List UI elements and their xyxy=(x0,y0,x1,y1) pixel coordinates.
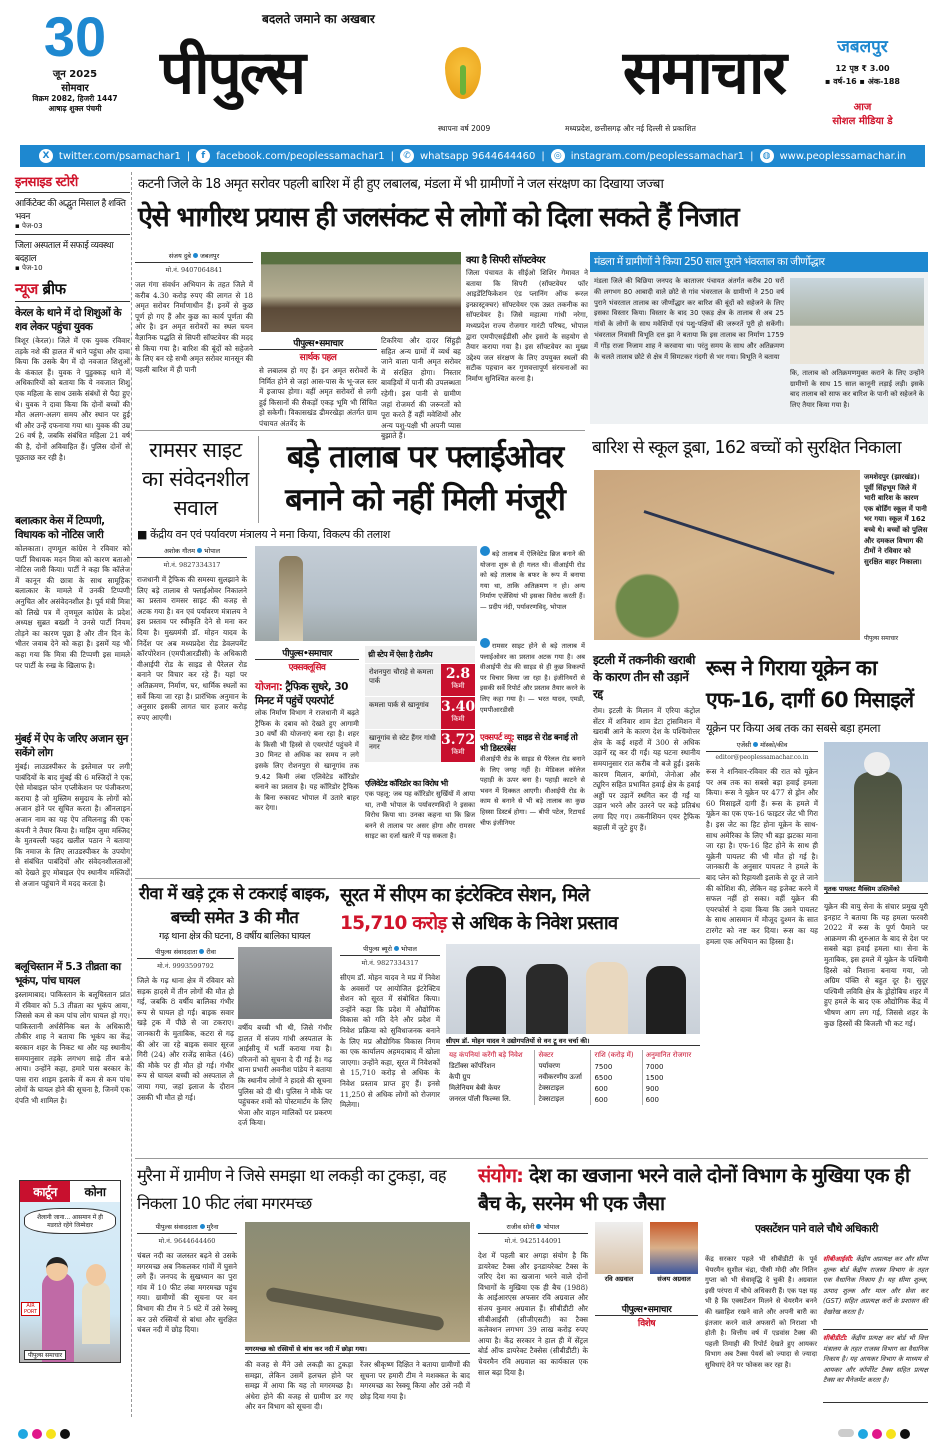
rewa-content xyxy=(137,947,332,1154)
byline-place: भोपाल xyxy=(400,945,417,953)
roadmap-unit: किमी xyxy=(451,748,465,756)
mandla-body-2: कि, तालाब को अतिक्रमणमुक्त कराने के लिए उन्होंने ग्रामीणों के साथ 15 साल कानूनी लड़ाई लड़ी। इसके बाद तालाब को साफ कर बारिश के पानी को सहेजने के लिए तैयार किया गया है। xyxy=(790,369,924,409)
lead-body-3: टिकरिया और दादर सिंहुड़ी सहित अन्य ग्रामों में व्यर्थ बह जाने वाला पानी अमृत सरोवर में संरक्षित होगा। निस्तार बावड़ियों में पानी की उपलब्धता रहेगी। इस पानी से ग्रामीण जहां रोजमर्रा की जरूरतों को पूरा करते हैं वहीं मवेशियों और अन्य पशु-पक्षी भी अपनी प्यास बुझाते हैं। xyxy=(381,336,461,441)
morena-section xyxy=(137,1162,470,1422)
tagline: बदलते जमाने का अखबार xyxy=(262,12,375,26)
table-cell: टेक्सटाइल xyxy=(535,1083,591,1094)
sanyog-body: देश में पहली बार अगड़ा संयोग है कि डायरेक्ट टैक्स और इनडायरेक्ट टैक्स के जरिए देश का खजाना भरने वाले दोनों विभागों के मुखिया एक ही बैच (1988) के आईआरएस अफसर रवि अग्रवाल और संजय कुमार अग्रवाल हैं। सीबीडीटी और सीबीआईसी (सीजीएसटी) का टैक्स कलेक्शन लगभग 39 लाख करोड़ रुपए आया है। केंद्र सरकार ने हाल ही में सेंट्रल बोर्ड ऑफ डायरेक्ट टैक्सेस (सीबीडीटी) के चेयरमैन रवि अग्रवाल का कार्यकाल एक साल बढ़ा दिया है। xyxy=(478,1251,588,1377)
facebook-icon: f xyxy=(196,149,210,163)
roadmap-step xyxy=(365,696,475,729)
school-flood-photo xyxy=(594,470,860,640)
badge-tag: एक्सक्लूसिव xyxy=(288,663,326,673)
byline-place: रीवा xyxy=(206,948,216,956)
table-cell: डिटॉक्स कॉर्पोरेशन xyxy=(446,1061,535,1072)
man-figure xyxy=(82,1282,110,1344)
roadmap-box xyxy=(365,646,475,762)
magenta-mark xyxy=(32,1429,42,1439)
byline-name: पीपुल्स संवाददाता xyxy=(155,1223,198,1231)
ramsar-label: रामसर साइट का संवेदनशील सवाल xyxy=(137,436,259,523)
byline-mobile: मो.नं. 9407064841 xyxy=(165,266,223,274)
brief-body: कोलकाता। तृणमूल कांग्रेस ने रविवार को पार्टी विधायक मदन मित्रा को कारण बताओ नोटिस जारी किया। पार्टी ने कहा कि कॉलेज में कानून की छात्रा के साथ सामूहिक बलात्कार के मामले में उनकी टिप्पणी अनुचित और असंवेदनशील है। पूर्व मंत्री मित्रा को लिखे पत्र में तृणमूल कांग्रेस के प्रदेश अध्यक्ष सुब्रत बख्शी ने उनसे पार्टी नियम तोड़ने का कारण पूछा है और तीन दिन के भीतर जवाब देने को कहा है। इसमें यह भी कहा गया कि मित्रा की टिप्पणी इस मामले पर पार्टी के रुख के खिलाफ है। xyxy=(15,544,130,670)
brief-body: मुंबई। लाउडस्पीकर के इस्तेमाल पर लगी पाबंदियों के बाद मुंबई की 6 मस्जिदों ने एक ऐसे मोबाइल फोन एप्लीकेशन पर पंजीकरण कराया है जो मुस्लिम समुदाय के लोगों को अजान होने पर सूचित करता है। ऑनलाइन अजान नाम का यह ऐप तमिलनाडु की एक कंपनी ने तैयार किया है। माहिम जुमा मस्जिद के मुतवल्ली फहद खलील पठान ने बताया कि नमाज के लिए लाउडस्पीकर के उपयोग से संबंधित पाबंदियों और संवेदनशीलताओं को देखते हुए मोबाइल ऐप स्थानीय मस्जिदों से अजान पहुंचाने में मदद करता है। xyxy=(15,762,130,888)
instagram-link[interactable]: instagram.com/peoplessamachar1 xyxy=(570,150,745,162)
morena-body-2: की वजह से मैंने उसे लकड़ी का टुकड़ा समझा, लेकिन उसमें हलचल होने पर समझ में आया कि यह तो मगरमच्छ है। अंधेरा होने की वजह से ग्रामीण डर गए और वन विभाग को सूचना दी। xyxy=(245,1360,353,1412)
raja-bhoj-statue-photo xyxy=(255,546,477,641)
black-mark xyxy=(60,1429,70,1439)
table-cell: जनरल पॉली फिल्म्स लि. xyxy=(446,1094,535,1105)
date-month-year: जून 2025 xyxy=(52,69,98,80)
expert-heading: साइड से रोड बनाई तो भी डिस्टरबेंस xyxy=(480,733,578,754)
roadmap-route: कमला पार्क से खानूगांव xyxy=(365,697,441,729)
morena-caption: मगरमच्छ को रस्सियों से बांध कर नदी में छोड़ा गया। xyxy=(245,1344,470,1354)
ramsar-section xyxy=(137,436,585,872)
cbic-body: केंद्रीय अप्रत्यक्ष कर और सीमा शुल्क बोर्ड केंद्रीय राजस्व विभाग के तहत एक वैधानिक निकाय है। यह सीमा शुल्क, उत्पाद शुल्क और माल और सेवा कर (GST) सहित अप्रत्यक्ष करों के प्रशासन की देखरेख करता है। xyxy=(823,1255,928,1316)
rewa-subhead: गढ़ थाना क्षेत्र की घटना, 8 वर्षीय बालिका घायल xyxy=(159,931,310,942)
crocodile-rescue-photo xyxy=(245,1222,470,1342)
table-cell: 6500 xyxy=(591,1072,642,1083)
edition-block xyxy=(800,34,925,127)
ramsar-byline xyxy=(137,546,247,835)
left-sidebar xyxy=(15,172,130,1440)
person-sanjay-agrawal xyxy=(650,1222,698,1283)
russia-body: रूस ने शनिवार-रविवार की रात को यूक्रेन पर अब तक का सबसे बड़ा हवाई हमला किया। रूस ने यूक्रेन पर 477 से ड्रोन और 60 मिसाइलें दागी हैं। रूस के हमले में यूक्रेन का एक एफ-16 फाइटर जेट भी गिरा है। इस जेट का हिट होना यूक्रेन के साथ-साथ अमेरिका के लिए भी बड़ा झटका माना जा रहा है। एफ-16 हिट होने के साथ ही यूक्रेनी पायलट की भी मौत हो गई है। जानकारी के अनुसार पायलट ने हमले के बाद प्लेन को रिहायशी इलाके से दूर ले जाने की कोशिश की, लेकिन वह इजेक्ट करने में सफल नहीं हो सका। वहीं यूक्रेन की एयरफोर्स ने दावा किया कि उसने पायलट के साथ आसमान में मौजूद दुश्मन के सात टारगेट को नष्ट कर दिया। रूस का यह हमला एक अभियान का हिस्सा है। xyxy=(706,767,818,946)
table-cell: नवीकरणीय ऊर्जा xyxy=(535,1072,591,1083)
brief-item xyxy=(15,960,130,1170)
sipri-sidebar xyxy=(466,252,588,426)
date-calendar: विक्रम 2082, हिजरी 1447 xyxy=(32,94,118,103)
surat-headline-line1: सूरत में सीएम का इंटरेक्टिव सेशन, मिले xyxy=(340,885,590,906)
morena-headline: मुरैना में ग्रामीण ने जिसे समझा था लकड़ी का टुकड़ा, वह निकला 10 फीट लंबा मगरमच्छ xyxy=(137,1166,446,1213)
expert-label: एक्सपर्ट व्यू: xyxy=(480,733,515,743)
brief-headline: केरल के थाने में दो शिशुओं के शव लेकर पहुंचा युवक xyxy=(15,307,122,333)
whatsapp-link[interactable]: whatsapp 9644644460 xyxy=(419,150,536,162)
table-row xyxy=(446,1061,700,1072)
quote-icon xyxy=(480,638,490,648)
lead-headline: ऐसे भागीरथ प्रयास ही जलसंकट से लोगों को दिला सकते हैं निजात xyxy=(138,202,739,233)
cartoon-illustration xyxy=(20,1202,120,1362)
morena-byline xyxy=(137,1222,237,1401)
table-row xyxy=(446,1072,700,1083)
brief-item xyxy=(15,514,130,724)
yellow-mark xyxy=(46,1429,56,1439)
badge-logo-a: पीपुल्स xyxy=(282,649,303,659)
rewa-body-2: वर्षीय बच्ची भी थी, जिसे गंभीर हालत में संजय गांधी अस्पताल के आईसीयू में भर्ती कराया गया है। परिजनों को सूचना दे दी गई है। गढ़ थाना प्रभारी अवनीश पांडेय ने बताया कि स्थानीय लोगों ने हादसे की सूचना पुलिस को दी थी। पुलिस ने मौके पर पहुंचकर शवों को पोस्टमार्टम के लिए भेजा और वाहन मालिकों पर प्रकरण दर्ज किया। xyxy=(238,1023,332,1128)
surat-section xyxy=(340,882,700,1154)
cbdt-label: सीबीडीटी: xyxy=(823,1334,848,1342)
byline-mobile: मो.नं. 9827334317 xyxy=(163,561,221,569)
pen-nib-icon xyxy=(445,47,481,99)
brief-body: त्रिशूर (केरल)। जिले में एक युवक रविवार तड़के नशे की हालत में थाने पहुंचा और दावा किया कि उसके बैग में दो नवजात शिशुओं के कंकाल हैं। युवक ने पुडुक्कड़ थाने में अधिकारियों को बताया कि ये नवजात शिशु एक महिला के साथ उसके संबंधों से पैदा हुए थे। युवक ने दावा किया कि दोनों बच्चों की मौत अलग-अलग समय और स्थान पर हुई थी और उन्हें दफनाया गया था। युवक की उम्र 26 वर्ष है, जबकि संबंधित महिला 21 वर्ष की है, दोनों अविवाहित हैं। पुलिस दोनों से पूछताछ कर रही है। xyxy=(15,336,130,462)
date-block xyxy=(20,5,130,114)
quote-icon xyxy=(480,546,490,556)
yojana-block xyxy=(255,680,359,848)
russia-subhead: यूक्रेन पर किया अब तक का सबसे बड़ा हमला xyxy=(706,721,880,735)
byline-name: पीपुल्स संवाददाता xyxy=(155,948,198,956)
person-photo xyxy=(595,1222,643,1274)
brief-body: इस्लामाबाद। पाकिस्तान के बलूचिस्तान प्रांत में रविवार को 5.3 तीव्रता का भूकंप आया, जिससे कम से कम पांच लोग घायल हो गए। पाकिस्तानी अर्धसैनिक बल के अधिकारी तौकीर शाह ने बताया कि भूकंप का केंद्र बरकान शहर के निकट था और यह स्थानीय समयानुसार तड़के लगभग साढ़े तीन बजे आया। उन्होंने कहा, हमारे पास बरकार के पास रारा शाइम इलाके में कम से कम पांच लोगों के घायल होने की सूचना है, जिनमें एक दंपति भी शामिल है। xyxy=(15,990,130,1105)
byline-place: मॉस्को/कीव xyxy=(760,741,788,749)
lead-kicker: कटनी जिले के 18 अमृत सरोवर पहली बारिश में ही हुए लबालब, मंडला में भी ग्रामीणों ने जल संरक्षण का दिखाया जज्बा xyxy=(138,177,664,192)
inside-item-title: जिला अस्पताल में सफाई व्यवस्था बदहाल xyxy=(15,241,114,264)
byline-name: पीपुल्स ब्यूरो xyxy=(363,945,392,953)
yojana-body: लोक निर्माण विभाग ने राजधानी में बढ़ते ट्रैफिक के दबाव को देखते हुए आगामी 30 वर्षों की योजनाएं बना रहा है। शहर के किसी भी हिस्से से एयरपोर्ट पहुंचने में 30 मिनट से अधिक का समय न लगे इसके लिए रोशनपुरा से खानूगांव तक 9.42 किमी लंबा एलिवेटेड कॉरिडोर बनाने का प्रस्ताव है। यह कॉरिडोर ट्रैफिक के बिना रुकावट भोपाल में उतारे बाहर कर देगा। xyxy=(255,709,359,813)
globe-icon: ◍ xyxy=(760,149,774,163)
cartoon-speech-bubble: शैलानी जाना... आसमान में ही मडराते रहेंगे जिम्मेदार xyxy=(24,1208,116,1234)
morena-body: चंबल नदी का जलस्तर बढ़ने से उसके मगरमच्छ अब निकलकर गांवों में घुसने लगे हैं। जनपद के सुखध्यान का पुरा गांव में 10 फीट लंबा मगरमच्छ पहुंच गया। ग्रामीणों की सूचना पर वन विभाग की टीम ने 5 घंटे में उसे रेस्क्यू कर उसे रस्सियों से बांधा और सुरक्षित चंबल नदी में छोड़ दिया। xyxy=(137,1251,237,1335)
badge-logo-b: समाचार xyxy=(319,339,343,349)
roadmap-km: 3.40 xyxy=(441,699,476,715)
roadmap-km: 2.8 xyxy=(445,666,471,682)
badge-initiative: सार्थक पहल xyxy=(299,353,337,363)
cbdt-note xyxy=(823,1333,928,1403)
roadmap-step xyxy=(365,729,475,762)
airport-sign: AIR PORT xyxy=(21,1302,40,1316)
mandla-body: मंडला जिले की बिछिया जनपद के काताजर पंचायत अंतर्गत करीब 20 घरों की लगभग 80 आबादी वाले छोटे से गांव भंवरताल के ग्रामीणों ने 250 वर्ष पुराने भंवरताल तालाब का जीर्णोद्धार कर बारिश की बूंदों को सहेजने के लिए इसका विस्तार किया। विस्तार के बाद 30 एकड़ क्षेत्र के तालाब से अब 25 गांवों के लोगों के साथ मवेशियों एवं पशु-पक्षियों की जरूरतें पूरी हो सकेंगी। भंवरताल निवासी विभूति दत्त झा ने बताया कि इस तालाब का निर्माण 1759 में गोंड़ राजा निजाम शाह ने करवाया था। परंतु समय के साथ और अतिक्रमण के चलते तालाब छोटे से क्षेत्र में सिमटकर गंदगी से भर गया। विभूति ने बताया xyxy=(594,277,784,361)
date-tithi: आषाढ़ शुक्ल पंचमी xyxy=(48,104,102,113)
expert-body: वीआईपी रोड के साइड से पैरेलल रोड बनाने के लिए जगह नहीं है। मेडिकल कॉलेज पहाड़ी के ऊपर बना है। पहाड़ी काटने से भवन में दिक्कत आएगी। वीआईपी रोड के काम से बनाने से भी बड़े तालाब का कुछ हिस्सा डिस्टर्ब होगा। — बीपी पटेल, रिटायर्ड चीफ इंजीनियर xyxy=(480,755,585,827)
print-color-marks xyxy=(838,1429,910,1439)
person-photo xyxy=(650,1222,698,1274)
brief-headline: बलात्कार केस में टिप्पणी, विधायक को नोटिस जारी xyxy=(15,515,105,541)
person-name: रवि अग्रवाल xyxy=(604,1275,634,1283)
yojana-label: योजना: xyxy=(255,681,283,693)
extension-heading: एक्सटेंशन पाने वाले चौथे अधिकारी xyxy=(755,1223,878,1235)
table-cell: 900 xyxy=(645,1084,660,1093)
news-brief-title xyxy=(15,279,130,302)
byline-email[interactable]: editor@peoplessamachar.co.in xyxy=(715,754,809,761)
badge-logo-a: पीपुल्स xyxy=(621,1305,643,1315)
italy-story xyxy=(593,652,700,874)
cartoon-box xyxy=(19,1180,121,1363)
cbic-cbdt-box xyxy=(823,1254,928,1403)
lead-body-2: से लबालब हो गए हैं। इन अमृत सरोवरों के निर्मित होने से जहां आस-पास के भू-जल स्तर में इजाफा होगा। वहीं अमृत सरोवरों से लगी हुई किसानों की सैकड़ों एकड़ भूमि भी सिंचित हो सकेगी। विकासखंड ढीमरखेड़ा अंतर्गत ग्राम पंचायत अंतर्वेद के xyxy=(259,366,377,428)
mandla-box xyxy=(590,252,928,424)
cartoon-label: कार्टून xyxy=(20,1181,70,1202)
byline-place: भोपाल xyxy=(204,547,221,555)
table-cell: 600 xyxy=(591,1083,642,1094)
date-day: 30 xyxy=(43,5,107,68)
person-name: संजय अग्रवाल xyxy=(657,1275,691,1283)
ramsar-content xyxy=(137,546,585,872)
brief-headline: बलूचिस्तान में 5.3 तीव्रता का भूकंप, पांच घायल xyxy=(15,961,121,987)
social-bar: X twitter.com/psamachar1 | f facebook.com/peoplessamachar1 | ✆ whatsapp 9644644460 | ◎ instagram.com/peoplessamachar1 | ◍ www.peoplessamachar.in xyxy=(20,145,925,167)
black-mark xyxy=(900,1429,910,1439)
ramsar-subhead: ■ केंद्रीय वन एवं पर्यावरण मंत्रालय ने मना किया, विकल्प की तलाश xyxy=(137,528,390,541)
sanyog-headline-text: देश का खजाना भरने वाले दोनों विभाग के मुखिया एक ही बैच के, सरनेम भी एक जैसा xyxy=(478,1164,910,1215)
surat-content xyxy=(340,944,700,1154)
inside-story-title: इनसाइड स्टोरी xyxy=(15,172,130,193)
byline-mobile: मो.नं. 9827334317 xyxy=(361,959,419,967)
quote-text: रामसर साइट होने से बड़े तालाब में फ्लाईओवर का प्रस्ताव अटक गया है। अब वीआईपी रोड की साइड से ही कुछ विकल्पों पर विचार किया जा रहा है। इंजीनियरों से इसकी सर्वे रिपोर्ट और प्रस्ताव तैयार करने के लिए कहा गया है। — भरत यादव, एमडी, एमपीआरडीसी xyxy=(480,642,585,714)
volume-issue: ▪ वर्ष-16 ▪ अंक-188 xyxy=(825,77,900,86)
badge-logo-a: पीपुल्स xyxy=(293,339,314,349)
morena-body-3: रेंजर श्रीकृष्ण दिक्षित ने बताया ग्रामीणों की सूचना पर हमारी टीम ने मशक्कत के बाद मगरमच्छ का रेस्क्यू किया और उसे नदी में छोड़ दिया गया है। xyxy=(360,1360,470,1401)
byline-name: संजय दुबे xyxy=(168,252,191,260)
investment-table xyxy=(446,1050,700,1105)
badge-logo-b: समाचार xyxy=(308,649,332,659)
sanyog-label: संयोग: xyxy=(478,1164,524,1187)
table-row xyxy=(446,1083,700,1094)
accident-bike-photo xyxy=(238,947,332,1019)
inside-item-page: ▪ पेज-10 xyxy=(15,264,43,272)
brief-item xyxy=(15,732,130,952)
pages-price: 12 पृष्ठ ₹ 3.00 xyxy=(835,64,890,73)
sanyog-byline xyxy=(478,1222,588,1401)
twitter-link[interactable]: twitter.com/psamachar1 xyxy=(58,150,181,162)
school-credit: पीपुल्स समाचार xyxy=(864,635,899,642)
brief-headline: मुंबई में ऐप के जरिए अजान सुन सकेंगे लोग xyxy=(15,733,128,759)
school-body: जमशेदपुर (झारखंड)। पूर्वी सिंहभूम जिले में भारी बारिश के कारण एक बोर्डिंग स्कूल में पानी भर गया। स्कूल में 162 बच्चे थे। बच्चों को पुलिस और दमकल विभाग की टीमों ने रविवार को सुरक्षित बाहर निकाला। xyxy=(864,473,928,566)
byline-mobile: मो.नं. 9644644460 xyxy=(158,1237,216,1245)
russia-body-2: यूक्रेन की वायु सेना के संचार प्रमुख यूरी इनहाट ने बताया कि यह हमला फरवरी 2022 में रूस के पूर्ण पैमाने पर आक्रमण की शुरुआत के बाद से देश पर सबसे बड़ा हवाई हमला था। सेना के मुताबिक, इस हमले में यूक्रेन के पश्चिमी हिस्से को निशाना बनाया गया, जो अग्रिम पंक्ति से बहुत दूर है। सुदूर पश्चिमी लविवि क्षेत्र के ड्रोहोबिच शहर में हुए हमले के बाद एक औद्योगिक केंद्र में भीषण आग लग गई, जिससे शहर के कुछ हिस्सों की बिजली भी कट गई। xyxy=(824,902,928,1028)
website-link[interactable]: www.peoplessamachar.in xyxy=(779,150,907,162)
yojana-headline: ट्रैफिक सुधरे, 30 मिनट में पहुंचें एयरपोर्ट xyxy=(255,681,348,707)
lead-photo-amrit-sarovar xyxy=(261,252,461,332)
quote-bharat-yadav xyxy=(480,638,585,728)
cartoon-label-b: कोना xyxy=(84,1185,106,1199)
edition-name: जबलपुर xyxy=(837,37,888,57)
cyan-mark xyxy=(858,1429,868,1439)
today-label: आज xyxy=(853,102,872,113)
roadmap-title: थ्री स्टेप में ऐसा है रोडमैप xyxy=(368,650,433,659)
surat-body: सीएम डॉ. मोहन यादव ने मप्र में निवेश के अवसरों पर आयोजित इंटरेक्टिव सेशन को सूरत में संबोधित किया। उन्होंने कहा कि प्रदेश में औद्योगिक विकास को गति देने और प्रदेश में निवेश प्रक्रिया को सुविधाजनक बनाने के लिए मप्र औद्योगिक विकास निगम का एक कार्यालय अहमदाबाद में खोला जाएगा। उन्होंने कहा, सूरत में निवेशकों से 15,710 करोड़ से अधिक के निवेश प्रस्ताव प्राप्त हुए हैं। इनसे 11,250 से अधिक लोगों को रोजगार मिलेगा। xyxy=(340,973,440,1110)
table-cell: 7500 xyxy=(591,1061,642,1072)
exclusive-badge: पीपुल्स•समाचार एक्सक्लूसिव xyxy=(255,646,359,673)
cbic-note xyxy=(823,1254,928,1330)
pilot-photo xyxy=(824,742,928,882)
inside-item-title: आर्किटेक्ट की अद्भुत मिसाल है शक्ति भवन xyxy=(15,199,126,222)
sipri-body: जिला पंचायत के सीईओ शिशिर गेमावत ने बताया कि सिपरी (सॉफ्टवेयर फॉर आइडेंटिफिकेशन एंड प्लानिंग ऑफ रूरल इन्फ्रास्ट्रक्चर) सॉफ्टवेयर एक उन्नत तकनीक का सॉफ्टवेयर है। जिसे महात्मा गांधी नरेगा, मध्यप्रदेश राज्य रोजगार गारंटी परिषद, भोपाल द्वारा एमपीएसईडीसी और इसरो के सहयोग से तैयार कराया गया है। इस सॉफ्टवेयर का मुख्य उद्देश्य जल संरक्षण के लिए उपयुक्त स्थलों की सटीक पहचान कर गुणवत्तापूर्ण संरचनाओं का निर्माण सुनिश्चित करना है। xyxy=(466,269,588,383)
quote-text: बड़े तालाब में ऐलिवेटेड ब्रिज बनाने की योजना शुरू से ही गलत थी। वीआईपी रोड को बड़े तालाब के बफर के रूप में बनाया गया था, ताकि अतिक्रमण न हो। अन्य निर्माण एजेंसियां भी इसका विरोध करती हैं। — प्रदीप नंदी, पर्यावरणविद्, भोपाल xyxy=(480,550,585,611)
print-color-marks-left xyxy=(18,1429,70,1439)
badge-logo-b: समाचार xyxy=(647,1305,672,1315)
cm-industrialists-photo xyxy=(446,944,700,1034)
magenta-mark xyxy=(872,1429,882,1439)
byline-mobile: मो.नं. 9425144091 xyxy=(504,1237,562,1245)
surat-headline-line2: से अधिक के निवेश प्रस्ताव xyxy=(451,913,618,934)
pilot-caption: मृतक पायलट मैक्सिम उस्तिमेंको xyxy=(824,884,928,894)
ramsar-body: राजधानी में ट्रैफिक की समस्या सुलझाने के लिए बड़े तालाब से फ्लाईओवर निकालने का प्रस्ताव रामसर साइट की वजह से अटक गया है। वन एवं पर्यावरण मंत्रालय ने इस प्रस्ताव पर स्वीकृति देने से मना कर दिया है। मुख्यमंत्री डॉ. मोहन यादव के निर्देश पर अब मध्यप्रदेश रोड डेवलपमेंट कॉरपोरेशन (एमपीआरडीसी) के अधिकारी वीआईपी रोड के साइड से पैरेलल रोड बनाने पर विचार कर रहे हैं। यहां पर अतिक्रमण, निर्माण, घर, धार्मिक स्थलों का सर्वे किया जा रहा है। प्रारंभिक अनुमान के अनुसार इसकी लागत चार हजार करोड़ रुपए आएगी। xyxy=(137,575,247,722)
russia-section xyxy=(706,652,928,1152)
table-header: अनुमानित रोजगार xyxy=(645,1051,692,1059)
person-ravi-agrawal xyxy=(595,1222,643,1283)
registration-mark xyxy=(838,1429,854,1437)
morena-content xyxy=(137,1222,470,1422)
russia-headline: रूस ने गिराया यूक्रेन का एफ-16, दागीं 60 मिसाइलें xyxy=(706,656,914,712)
mandla-photo xyxy=(790,278,924,364)
cartoon-credit: पीपुल्स समाचार xyxy=(24,1350,66,1360)
corridor-heading: एलिवेटेड कॉरिडोर का विरोध भी xyxy=(365,779,448,788)
russia-byline xyxy=(706,740,818,1152)
ramsar-headline: बड़े तालाब पर फ्लाईओवर बनाने को नहीं मिली मंजूरी xyxy=(285,439,565,518)
inside-item[interactable] xyxy=(15,196,130,231)
roadmap-unit: किमी xyxy=(451,682,465,690)
logo-right: समाचार xyxy=(622,38,785,108)
surat-headline xyxy=(340,882,700,938)
byline-place: भोपाल xyxy=(543,1223,560,1231)
byline-mobile: मो.नं. 9993599792 xyxy=(157,962,214,970)
inside-item-page: ▪ पेज-03 xyxy=(15,222,43,230)
roadmap-km: 3.72 xyxy=(441,732,476,748)
quote-pradeep-nandi xyxy=(480,546,585,632)
published-from: मध्यप्रदेश, छत्तीसगढ़ और नई दिल्ली से प्रकाशित xyxy=(565,124,696,133)
byline-name: राजीव सोनी xyxy=(506,1223,535,1231)
lead-body-1: जल गंगा संवर्धन अभियान के तहत जिले में करीब 4.30 करोड़ रुपए की लागत से 18 अमृत सरोवर निर्माणाधीन हैं। इनमें से कुछ पूर्ण हो गए हैं और कुछ का कार्य पूर्णता की ओर है। इन अमृत सरोवरों का स्थल चयन वैज्ञानिक पद्धति से सिपरी सॉफ्टवेयर की मदद से किया गया है। बारिश की बूंदों को सहेजने के लिए बन रहे सभी अमृत सरोवर मानसून की पहली बारिश में ही पानी xyxy=(135,280,253,374)
roadmap-unit: किमी xyxy=(451,715,465,723)
cbic-label: सीबीआईसी: xyxy=(823,1255,854,1263)
sanyog-section xyxy=(478,1162,928,1422)
sipri-heading: क्या है सिपरी सॉफ्टवेयर xyxy=(466,255,546,266)
x-twitter-icon: X xyxy=(39,149,53,163)
surat-byline xyxy=(340,944,440,1123)
byline-name: एजेंसी xyxy=(736,741,752,749)
sarthak-pahal-badge: पीपुल्स•समाचार सार्थक पहल xyxy=(259,336,377,363)
founded-year: स्थापना वर्ष 2009 xyxy=(438,124,491,133)
whatsapp-icon: ✆ xyxy=(400,149,414,163)
rewa-byline xyxy=(137,947,234,1146)
table-header-row xyxy=(446,1050,700,1061)
byline-name: अशोक गौतम xyxy=(163,547,196,555)
news-brief-title-a: न्यूज xyxy=(15,280,38,298)
rewa-section xyxy=(137,882,332,1154)
ramsar-quotes xyxy=(480,546,585,844)
table-cell: 1500 xyxy=(645,1073,664,1082)
today-event: सोशल मीडिया डे xyxy=(832,116,893,127)
italy-body: रोम। इटली के मिलान में एरिया कंट्रोल सेंटर में शनिवार शाम डेटा ट्रांसमिशन में खराबी आने के कारण देश के पश्चिमोत्तर क्षेत्र के कई शहरों में 300 से अधिक उड़ानें रद्द कर दी गईं। यह घटना स्थानीय समयानुसार रात करीब नौ बजे हुई। इसके कारण मिलान, बर्गामो, जेनोआ और ट्यूरिन सहित प्रभावित हवाई क्षेत्र के हवाई अड्डों पर उड़ानें स्थगित कर दी गईं या उड़ान भरने और उतरने पर कड़े प्रतिबंध लगा दिए गए। तकनीशियन एयर ट्रैफिक बहाली में जुटे हुए हैं। xyxy=(593,706,700,832)
ramsar-subhead-text: केंद्रीय वन एवं पर्यावरण मंत्रालय ने मना किया, विकल्प की तलाश xyxy=(150,528,390,541)
table-cell: टेक्सटाइल xyxy=(535,1094,591,1105)
surat-caption: सीएम डॉ. मोहन यादव ने उद्योगपतियों से वन टू वन चर्चा की। xyxy=(446,1036,700,1046)
corridor-body: एक पहलू: जब यह कॉरिडोर सुर्खियों में आया था, तभी भोपाल के पर्यावरणविदों ने इसका विरोध किया था। उनका कहना था कि ब्रिज बनने से तालाब पर असर होगा और रामसर साइट का दर्जा खतरे में पड़ सकता है। xyxy=(365,790,475,841)
byline-place: जबलपुर xyxy=(199,252,220,260)
table-header: सेक्टर xyxy=(535,1050,591,1061)
corridor-block xyxy=(365,778,475,869)
mandla-heading: मंडला में ग्रामीणों ने किया 250 साल पुराने भंवरताल का जीर्णोद्धार xyxy=(590,252,928,272)
table-cell: 7000 xyxy=(645,1062,664,1071)
table-cell: केपी ग्रुप xyxy=(446,1072,535,1083)
woman-figure xyxy=(42,1272,74,1362)
newspaper-logo xyxy=(160,38,785,108)
sanyog-content xyxy=(478,1222,928,1422)
table-header: राशि (करोड़ में) xyxy=(591,1050,642,1061)
school-headline: बारिश से स्कूल डूबा, 162 बच्चों को सुरक्षित निकाला xyxy=(592,438,901,458)
roadmap-route: रोशनपुरा चौराहे से कमला पार्क xyxy=(365,664,441,696)
badge-tag: विशेष xyxy=(637,1319,656,1329)
table-cell: 600 xyxy=(591,1094,642,1105)
roadmap-route: खानूगांव से स्टेट हैंगर गांधी नगर xyxy=(365,730,441,762)
cyan-mark xyxy=(18,1429,28,1439)
table-cell: 600 xyxy=(645,1095,660,1104)
extension-body: केंद्र सरकार पहले भी सीबीडीटी के पूर्व चेयरमैन सुशील चंद्रा, पीसी मोदी और नितिन गुप्ता को भी सेवावृद्धि दे चुकी है। अग्रवाल इसी परंपरा में चौथे अधिकारी हैं। एक पक्ष यह भी है कि एक्सटेंशन मिलने से चेयरमैन बनने की ख्वाहिश रखने वाले और अपनी बारी का इंतजार करने वाले अफसरों को निराशा भी होती है। वित्तीय वर्ष में एडवांस टैक्स की पहली तिमाही की रिपोर्ट देखते हुए आयकर विभाग अब टैक्स पेयर्स को ज्यादा से ज्यादा सुविधाएं देने पर फोकस कर रहा है। xyxy=(705,1255,817,1369)
table-header: यह कंपनियां करेंगी बड़े निवेश xyxy=(446,1050,535,1061)
inside-item[interactable] xyxy=(15,238,130,273)
brief-item xyxy=(15,306,130,506)
italy-headline: इटली में तकनीकी खराबी के कारण तीन सौ उड़ानें रद्द xyxy=(593,653,695,701)
lead-byline xyxy=(135,251,253,408)
instagram-icon: ◎ xyxy=(551,149,565,163)
news-brief-title-b: ब्रीफ xyxy=(42,280,66,298)
yellow-mark xyxy=(886,1429,896,1439)
table-cell: मिलेनियम बेबी केयर xyxy=(446,1083,535,1094)
vishesh-badge: पीपुल्स•समाचार विशेष xyxy=(595,1302,698,1329)
rewa-body: जिले के गढ़ थाना क्षेत्र में रविवार को सड़क हादसे में तीन लोगों की मौत हो गई, जबकि 8 वर्षीय बालिका गंभीर रूप से घायल हो गई। बाइक सवार खड़े ट्रक में पीछे से जा टकराए। जानकारी के मुताबिक, कटरा से गढ़ की ओर जा रहे बाइक सवार सूरज गिरी (24) और राजेंद्र साकेत (46) की मौके पर ही मौत हो गई। गंभीर रूप से घायल बच्ची को अस्पताल ले जाया गया, जहां इलाज के दौरान उसकी भी मौत हो गई। xyxy=(137,976,234,1102)
russia-content xyxy=(706,740,928,1152)
byline-place: मुरैना xyxy=(206,1223,219,1231)
rewa-headline: रीवा में खड़े ट्रक से टकराई बाइक, बच्ची समेत 3 की मौत xyxy=(139,884,330,927)
cbdt-body: केंद्रीय प्रत्यक्ष कर बोर्ड भी वित्त मंत्रालय के तहत राजस्व विभाग का वैधानिक निकाय है। यह आयकर विभाग के माध्यम से आयकर और कॉर्पोरेट टैक्स सहित प्रत्यक्ष टैक्स का मैनेजमेंट करता है। xyxy=(823,1334,928,1385)
surat-investment-amount: 15,710 करोड़ xyxy=(340,913,447,934)
sanyog-headline xyxy=(478,1162,928,1218)
roadmap-step xyxy=(365,663,475,696)
table-row xyxy=(446,1094,700,1105)
date-weekday: सोमवार xyxy=(61,83,89,94)
table-cell: पर्यावरण xyxy=(535,1061,591,1072)
logo-left: पीपुल्स xyxy=(160,38,305,108)
facebook-link[interactable]: facebook.com/peoplessamachar1 xyxy=(216,150,385,162)
